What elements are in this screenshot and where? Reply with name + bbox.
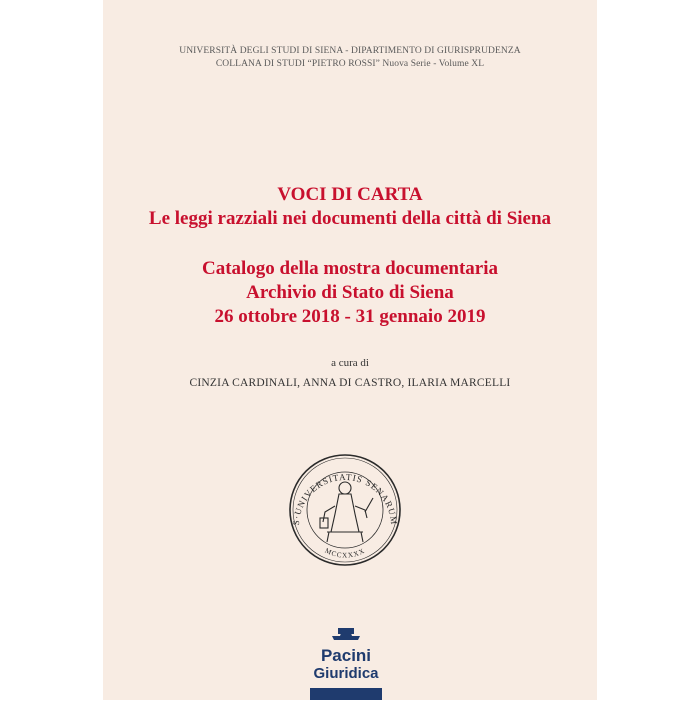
book-subtitle: Le leggi razziali nei documenti della città di Siena — [148, 208, 552, 229]
svg-text:MCCXXXX — [324, 547, 367, 560]
editors-names: CINZIA CARDINALI, ANNA DI CASTRO, ILARIA MARCELLI — [189, 377, 511, 389]
editors-label: a cura di — [331, 357, 369, 369]
book-title: VOCI DI CARTA — [277, 184, 423, 205]
catalog-line: Catalogo della mostra documentaria — [201, 258, 499, 279]
seal-year: MCCXXXX — [323, 546, 367, 560]
university-seal-icon — [287, 452, 403, 568]
series-header: COLLANA DI STUDI “PIETRO ROSSI” Nuova Serie - Volume XL — [215, 59, 485, 69]
book-cover — [103, 0, 597, 700]
publisher-name-line2: Giuridica — [313, 665, 379, 682]
archive-line: Archivio di Stato di Siena — [246, 282, 454, 303]
exhibition-dates: 26 ottobre 2018 - 31 gennaio 2019 — [214, 306, 486, 327]
publisher-emblem-icon — [306, 626, 386, 700]
publisher-name-line1: Pacini — [320, 646, 372, 665]
university-header: UNIVERSITÀ DEGLI STUDI DI SIENA - DIPARTIMENTO DI GIURISPRUDENZA — [179, 46, 521, 56]
seal-text: S·UNIVERSITATIS SENARUM — [290, 471, 400, 526]
publisher-logo — [306, 626, 386, 700]
svg-text:S·UNIVERSITATIS SENARUM — [291, 472, 399, 526]
